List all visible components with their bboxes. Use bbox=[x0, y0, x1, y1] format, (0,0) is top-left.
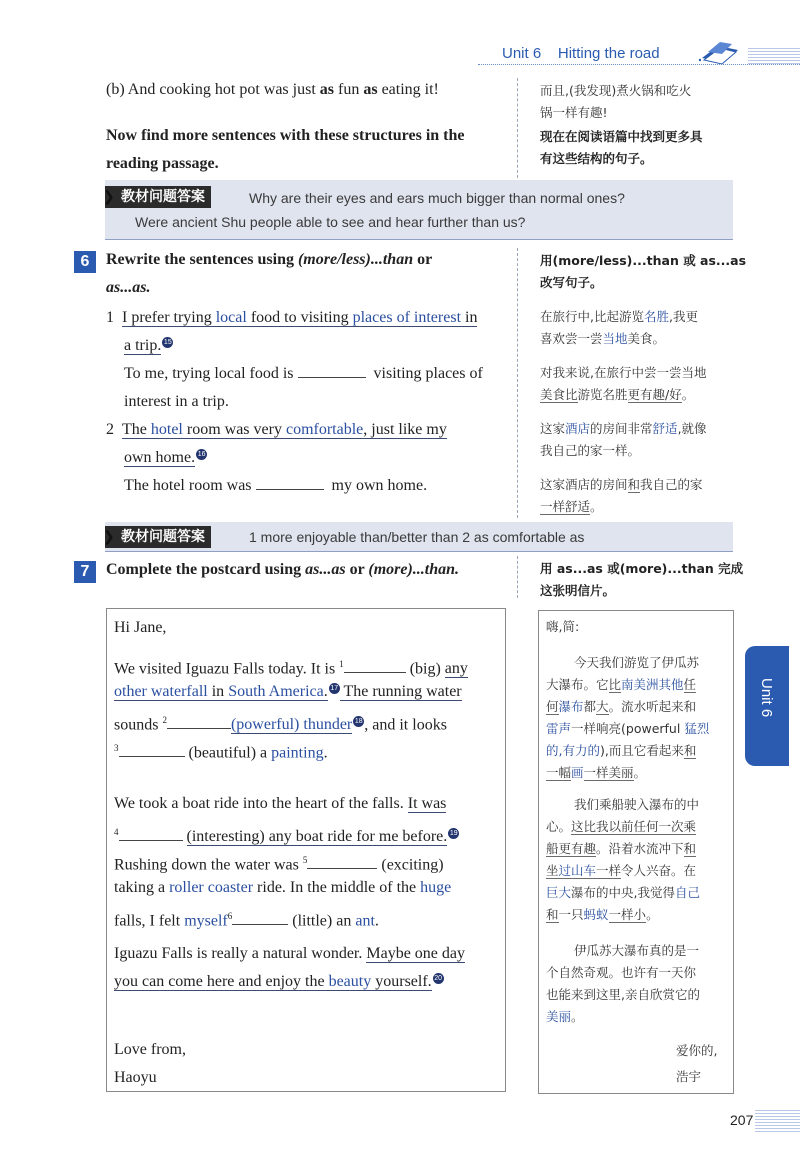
sentence-2-cont: own home. 16 bbox=[124, 449, 206, 466]
note-badge: 15 bbox=[163, 339, 172, 346]
zh-line: 的,有力的),而且它看起来和 bbox=[546, 743, 697, 758]
sentence-1: 1 I prefer trying local food to visiting places of interest in bbox=[106, 309, 478, 326]
answer-bar-2 bbox=[105, 522, 733, 552]
rewrite-1-cont: interest in a trip. bbox=[124, 393, 229, 410]
header-unit-title: Hitting the road bbox=[557, 45, 660, 62]
postcard-line-10: Iguazu Falls is really a natural wonder. Maybe one day bbox=[114, 945, 466, 962]
zh-s2-line1: 这家酒店的房间非常舒适,就像 bbox=[540, 421, 707, 436]
exercise-7-number: 7 bbox=[74, 561, 96, 583]
exercise-7-instruction: Complete the postcard using as...as or (more)...than. bbox=[106, 561, 460, 578]
zh-r2-line2: 一样舒适。 bbox=[540, 499, 603, 514]
zh-r2-line1: 这家酒店的房间和我自己的家 bbox=[540, 477, 703, 492]
answer-blank[interactable] bbox=[119, 823, 183, 841]
zh-line: 一幅画一样美丽。 bbox=[546, 765, 647, 780]
zh-s1-line2: 喜欢尝一尝当地美食。 bbox=[540, 331, 666, 346]
zh-s2-line2: 我自己的家一样。 bbox=[540, 443, 641, 458]
zh-r1-line1: 对我来说,在旅行中尝一尝当地 bbox=[540, 365, 707, 380]
postcard-line-7: Rushing down the water was $^5$ (exciting) bbox=[114, 846, 444, 879]
header-stripes bbox=[748, 46, 800, 64]
answer-1-line2: Were ancient Shu people able to see and hear further than us? bbox=[135, 214, 526, 230]
zh-line: 雷声一样响亮(powerful 猛烈 bbox=[546, 721, 710, 736]
header-title bbox=[502, 45, 660, 62]
sentence-1-cont: a trip. 15 bbox=[124, 337, 172, 354]
zh-find-line1: 现在在阅读语篇中找到更多具 bbox=[540, 129, 703, 144]
zh-find-line2: 有这些结构的句子。 bbox=[540, 151, 653, 166]
note-badge: 20 bbox=[434, 975, 443, 982]
answer-2-text: 1 more enjoyable than/better than 2 as comfortable as bbox=[249, 529, 585, 545]
answer-tag: ❯ 教材问题答案 bbox=[105, 526, 211, 548]
exercise-6-instruction-2: as...as. bbox=[106, 279, 151, 296]
note-badge: 18 bbox=[354, 718, 363, 726]
answer-blank[interactable] bbox=[307, 851, 377, 869]
postcard-line-9: falls, I felt myself$^6$ (little) an ant. bbox=[114, 902, 379, 935]
postcard-greeting: Hi Jane, bbox=[114, 619, 167, 636]
header-divider bbox=[478, 64, 800, 65]
zh-line: 坐过山车一样令人兴奋。在 bbox=[546, 863, 697, 878]
postcard-line-8: taking a roller coaster ride. In the middle of the huge bbox=[114, 879, 452, 896]
zh-line: 和一只蚂蚁一样小。 bbox=[546, 907, 659, 922]
zh-signoff: 爱你的, bbox=[676, 1043, 718, 1058]
rewrite-2: The hotel room was my own home. bbox=[124, 472, 427, 500]
zh-s1-line1: 在旅行中,比起游览名胜,我更 bbox=[540, 309, 698, 324]
answer-blank[interactable] bbox=[298, 360, 366, 378]
zh-line: 个自然奇观。也许有一天你 bbox=[546, 965, 697, 980]
unit-side-tab-label: Unit 6 bbox=[758, 678, 775, 718]
zh-line: 船更有趣。沿着水流冲下和 bbox=[546, 841, 697, 856]
zh-greeting: 嗨,简: bbox=[546, 619, 580, 634]
zh-ex7-instr2: 这张明信片。 bbox=[540, 583, 616, 598]
answer-blank[interactable] bbox=[256, 472, 324, 490]
answer-blank[interactable] bbox=[119, 739, 185, 757]
zh-line: 今天我们游览了伊瓜苏 bbox=[574, 655, 700, 670]
zh-line: 大瀑布。它比南美洲其他任 bbox=[546, 677, 697, 692]
exercise-6-number: 6 bbox=[74, 251, 96, 273]
zh-line: 何瀑布都大。流水听起来和 bbox=[546, 699, 697, 714]
answer-1-line1: Why are their eyes and ears much bigger than normal ones? bbox=[249, 190, 625, 206]
page-number-stripes bbox=[755, 1110, 800, 1132]
postcard-line-3: sounds $^2$ (powerful) thunder 18 , and it looks bbox=[114, 706, 447, 739]
zh-ex6-instr2: 改写句子。 bbox=[540, 275, 603, 290]
header-unit: Unit 6 bbox=[502, 45, 542, 62]
column-divider bbox=[517, 556, 518, 598]
postcard-line-1: We visited Iguazu Falls today. It is $^1$ (big) any bbox=[114, 650, 468, 683]
find-instruction-line1: Now find more sentences with these structures in the bbox=[106, 127, 465, 144]
column-divider bbox=[517, 78, 518, 178]
page-number: 207 bbox=[730, 1112, 754, 1128]
note-badge: 16 bbox=[197, 451, 206, 458]
postcard-line-11: you can come here and enjoy the beauty yourself. 20 bbox=[114, 973, 443, 990]
rewrite-1: To me, trying local food is visiting places of bbox=[124, 360, 483, 388]
example-b: (b) And cooking hot pot was just as fun as eating it! bbox=[106, 81, 439, 98]
zh-line: 也能来到这里,亲自欣赏它的 bbox=[546, 987, 700, 1002]
unit-side-tab bbox=[745, 646, 789, 766]
answer-bar-1 bbox=[105, 180, 733, 240]
answer-blank[interactable] bbox=[232, 907, 288, 925]
note-badge: 17 bbox=[330, 685, 339, 692]
zh-line: 我们乘船驶入瀑布的中 bbox=[574, 797, 700, 812]
postcard-signoff: Love from, bbox=[114, 1041, 186, 1058]
postcard-line-5: We took a boat ride into the heart of the falls. It was bbox=[114, 795, 447, 812]
zh-ex7-instr1: 用 as...as 或(more)...than 完成 bbox=[540, 561, 744, 576]
zh-line: 伊瓜苏大瀑布真的是一 bbox=[574, 943, 700, 958]
postcard-line-6: $^4$ (interesting) any boat ride for me before. 19 bbox=[114, 818, 459, 851]
zh-ex6-instr1: 用(more/less)...than 或 as...as bbox=[540, 253, 747, 268]
books-icon bbox=[696, 38, 744, 66]
postcard-line-2: other waterfall in South America. 17 The running water bbox=[114, 683, 462, 700]
column-divider bbox=[517, 248, 518, 518]
postcard-name: Haoyu bbox=[114, 1069, 157, 1086]
exercise-6-instruction: Rewrite the sentences using (more/less)...than or bbox=[106, 251, 433, 268]
zh-r1-line2: 美食比游览名胜更有趣/好。 bbox=[540, 387, 695, 402]
find-instruction-line2: reading passage. bbox=[106, 155, 219, 172]
answer-blank[interactable] bbox=[344, 655, 406, 673]
zh-example-b-line2: 锅一样有趣! bbox=[540, 105, 608, 120]
note-badge: 19 bbox=[449, 830, 458, 838]
zh-name: 浩宇 bbox=[676, 1069, 702, 1084]
zh-example-b-line1: 而且,(我发现)煮火锅和吃火 bbox=[540, 83, 692, 98]
sentence-2: 2 The hotel room was very comfortable, just like my bbox=[106, 421, 447, 438]
page-header bbox=[478, 40, 800, 72]
zh-line: 心。这比我以前任何一次乘 bbox=[546, 819, 697, 834]
answer-tag: ❯ 教材问题答案 bbox=[105, 186, 211, 208]
zh-line: 美丽。 bbox=[546, 1009, 584, 1024]
answer-blank[interactable] bbox=[167, 711, 231, 729]
zh-line: 巨大瀑布的中央,我觉得自己 bbox=[546, 885, 701, 900]
postcard-line-4: $^3$ (beautiful) a painting. bbox=[114, 734, 328, 767]
